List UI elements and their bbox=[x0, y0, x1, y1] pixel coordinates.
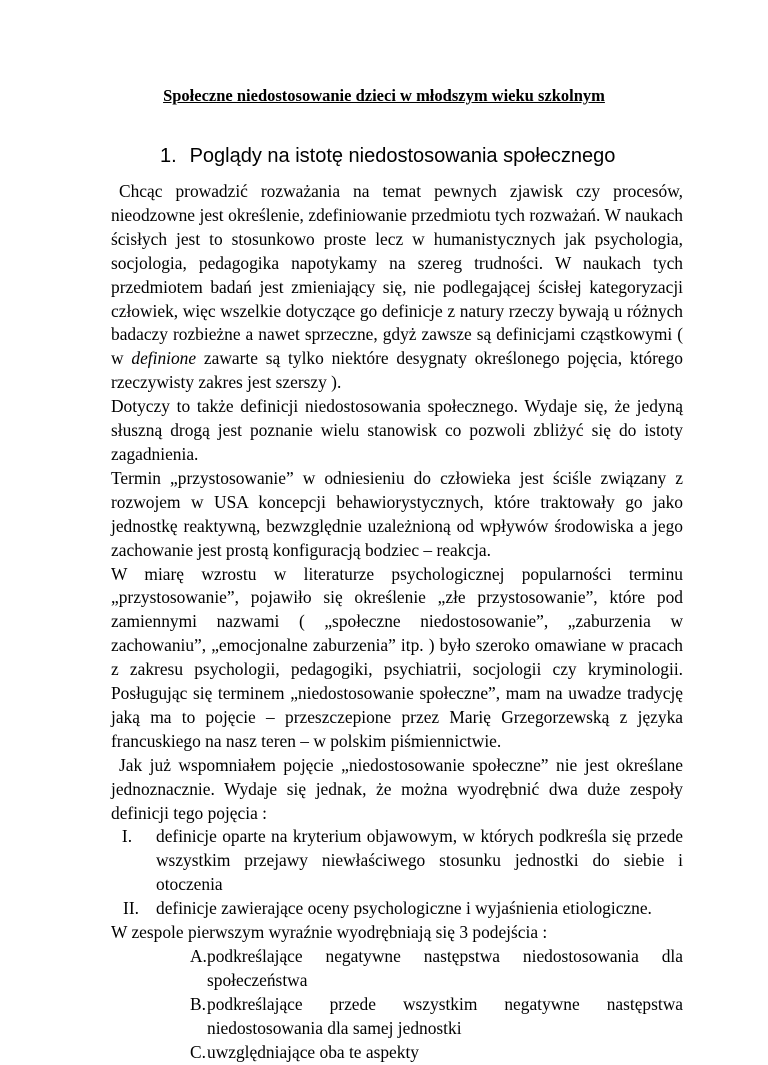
list-item-text: definicje oparte na kryterium objawowym, w których podkreśla się przede wszystkim przejawy niewłaściwego stosunku jednostki do siebie i otoczenia bbox=[156, 826, 683, 895]
paragraph-4: W miarę wzrostu w literaturze psychologicznej popularności terminu „przystosowanie”, pojawiło się określenie „złe przystosowanie”, które pod zamiennymi nazwami ( „społeczne niedostosowanie”, „zaburzenia w zachowaniu”, „emocjonalne zaburzenia” itp. ) było szeroko omawiane w pracach z zakresu psychologii, pedagogiki, psychiatrii, socjologii czy kryminologii. Posługując się terminem „niedostosowanie społeczne”, mam na uwadze tradycję jaką ma to pojęcie – przeszczepione przez Marię Grzegorzewską z języka francuskiego na nasz teren – w polskim piśmiennictwie. bbox=[111, 563, 683, 751]
paragraph-1 bbox=[111, 180, 683, 395]
list-item bbox=[111, 945, 683, 993]
list-marker: A. bbox=[190, 946, 207, 966]
list-item-text: uwzględniające oba te aspekty bbox=[207, 1041, 419, 1062]
list-marker: II. bbox=[123, 898, 139, 919]
paragraph-5: Jak już wspomniałem pojęcie „niedostosowanie społeczne” nie jest określane jednoznacznie. Wydaje się jednak, że można wyodrębnić dwa duże zespoły definicji tego pojęcia : bbox=[111, 754, 683, 823]
list-item bbox=[111, 825, 683, 897]
list-marker: C. bbox=[190, 1041, 206, 1062]
section-heading bbox=[160, 143, 615, 169]
document-body bbox=[111, 180, 683, 1065]
list-marker: I. bbox=[121, 826, 133, 847]
paragraph-1-text-a: Chcąc prowadzić rozważania na temat pewnych zjawisk czy procesów, nieodzowne jest określenie, zdefiniowanie przedmiotu tych rozważań. W naukach ścisłych jest to stosunkowo proste lecz w humanistycznych jak psychologia, socjologia, pedagogika napotykamy na szereg trudności. W naukach tych przedmiotem badań jest zmieniający się, nie podlegającej ścisłej kategoryzacji człowiek, więc wszelkie dotyczące go definicje z natury rzeczy bywają u różnych badaczy rozbieżne a nawet sprzeczne, gdyż zawsze są definicjami cząstkowymi ( w bbox=[111, 181, 683, 369]
list-item bbox=[111, 993, 683, 1041]
section-heading-text: Poglądy na istotę niedostosowania społecznego bbox=[189, 145, 616, 167]
list-item-text: podkreślające negatywne następstwa niedostosowania dla społeczeństwa bbox=[207, 946, 683, 990]
section-number: 1. bbox=[160, 145, 177, 167]
list-marker: B. bbox=[190, 993, 206, 1014]
paragraph-1-italic-term: definione bbox=[131, 348, 197, 369]
paragraph-1-text-b: zawarte są tylko niektóre desygnaty określonego pojęcia, którego rzeczywisty zakres jest szerszy ). bbox=[111, 348, 683, 393]
paragraph-3: Termin „przystosowanie” w odniesieniu do człowieka jest ściśle związany z rozwojem w USA koncepcji behawiorystycznych, które traktowały go jako jednostkę reaktywną, bezwzględnie uzależnioną od wpływów środowiska a jego zachowanie jest prostą konfiguracją bodziec – reakcja. bbox=[111, 467, 683, 560]
paragraph-2: Dotyczy to także definicji niedostosowania społecznego. Wydaje się, że jedyną słuszną drogą jest poznanie wielu stanowisk co pozwoli zbliżyć się do istoty zagadnienia. bbox=[111, 396, 683, 464]
list-item-text: podkreślające przede wszystkim negatywne następstwa niedostosowania dla samej jednostki bbox=[207, 993, 683, 1038]
list-item bbox=[111, 1041, 683, 1065]
paragraph-6: W zespole pierwszym wyraźnie wyodrębniają się 3 podejścia : bbox=[111, 922, 548, 943]
list-item-text: definicje zawierające oceny psychologiczne i wyjaśnienia etiologiczne. bbox=[156, 898, 652, 919]
document-title: Społeczne niedostosowanie dzieci w młodszym wieku szkolnym bbox=[163, 86, 605, 105]
list-item bbox=[111, 897, 683, 921]
